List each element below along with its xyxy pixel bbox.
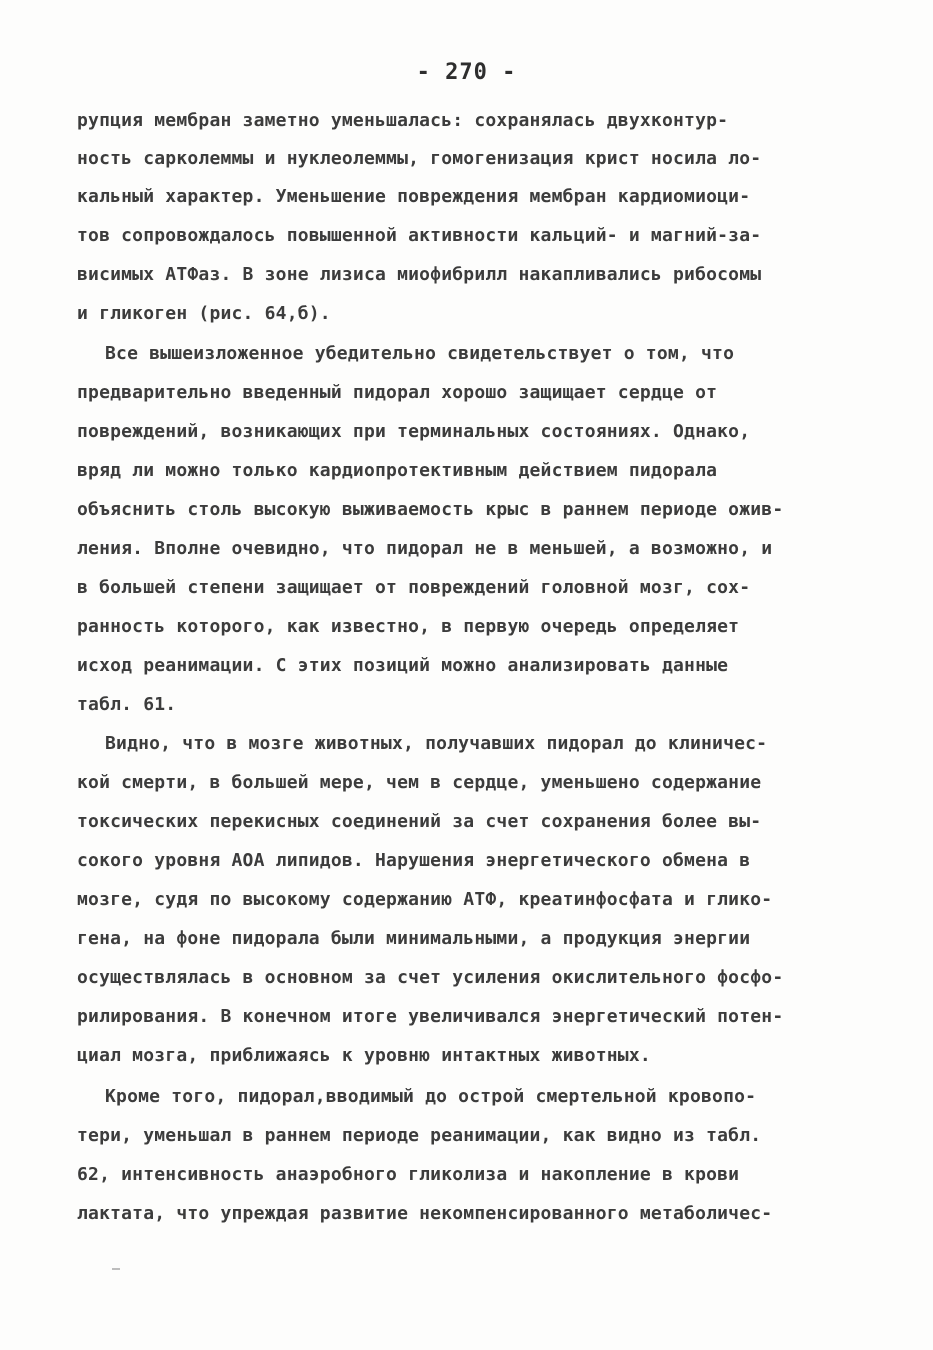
text-line: тери, уменьшал в раннем периоде реанимации, как видно из табл. xyxy=(77,1125,762,1146)
text-line: ления. Вполне очевидно, что пидорал не в меньшей, а возможно, и xyxy=(77,538,773,559)
text-line: ность сарколеммы и нуклеолеммы, гомогенизация крист носила ло- xyxy=(77,148,762,169)
text-line: вряд ли можно только кардиопротективным действием пидорала xyxy=(77,460,718,481)
text-line: исход реанимации. С этих позиций можно анализировать данные xyxy=(77,655,729,676)
text-line: 62, интенсивность анаэробного гликолиза и накопление в крови xyxy=(77,1164,740,1185)
text-line: висимых АТФаз. В зоне лизиса миофибрилл накапливались рибосомы xyxy=(77,264,762,285)
text-line: предварительно введенный пидорал хорошо защищает сердце от xyxy=(77,382,718,403)
text-line: повреждений, возникающих при терминальных состояниях. Однако, xyxy=(77,421,751,442)
text-line: мозге, судя по высокому содержанию АТФ, креатинфосфата и глико- xyxy=(77,889,773,910)
text-line: тов сопровождалось повышенной активности кальций- и магний-за- xyxy=(77,225,762,246)
text-line: Видно, что в мозге животных, получавших пидорал до клиничес- xyxy=(105,733,768,754)
text-line: лактата, что упреждая развитие некомпенсированного метаболичес- xyxy=(77,1203,773,1224)
text-line: ранность которого, как известно, в первую очередь определяет xyxy=(77,616,740,637)
text-line: объяснить столь высокую выживаемость крыс в раннем периоде ожив- xyxy=(77,499,784,520)
text-line: рупция мембран заметно уменьшалась: сохранялась двухконтур- xyxy=(77,110,729,131)
page-number: - 270 - xyxy=(416,60,517,85)
text-line: Кроме того, пидорал,вводимый до острой смертельной кровопо- xyxy=(105,1086,757,1107)
text-line: сокого уровня АОА липидов. Нарушения энергетического обмена в xyxy=(77,850,751,871)
text-line: токсических перекисных соединений за счет сохранения более вы- xyxy=(77,811,762,832)
text-line: и гликоген (рис. 64,б). xyxy=(77,303,331,324)
text-line: Все вышеизложенное убедительно свидетельствует о том, что xyxy=(105,343,735,364)
text-line: циал мозга, приближаясь к уровню интактных животных. xyxy=(77,1045,651,1066)
scan-speck xyxy=(112,1268,120,1270)
text-line: в большей степени защищает от повреждений головной мозг, сох- xyxy=(77,577,751,598)
text-line: рилирования. В конечном итоге увеличивался энергетический потен- xyxy=(77,1006,784,1027)
text-line: кальный характер. Уменьшение повреждения мембран кардиомиоци- xyxy=(77,186,751,207)
text-line: гена, на фоне пидорала были минимальными, а продукция энергии xyxy=(77,928,751,949)
text-line: табл. 61. xyxy=(77,694,177,715)
text-line: осуществлялась в основном за счет усиления окислительного фосфо- xyxy=(77,967,784,988)
text-line: кой смерти, в большей мере, чем в сердце, уменьшено содержание xyxy=(77,772,762,793)
